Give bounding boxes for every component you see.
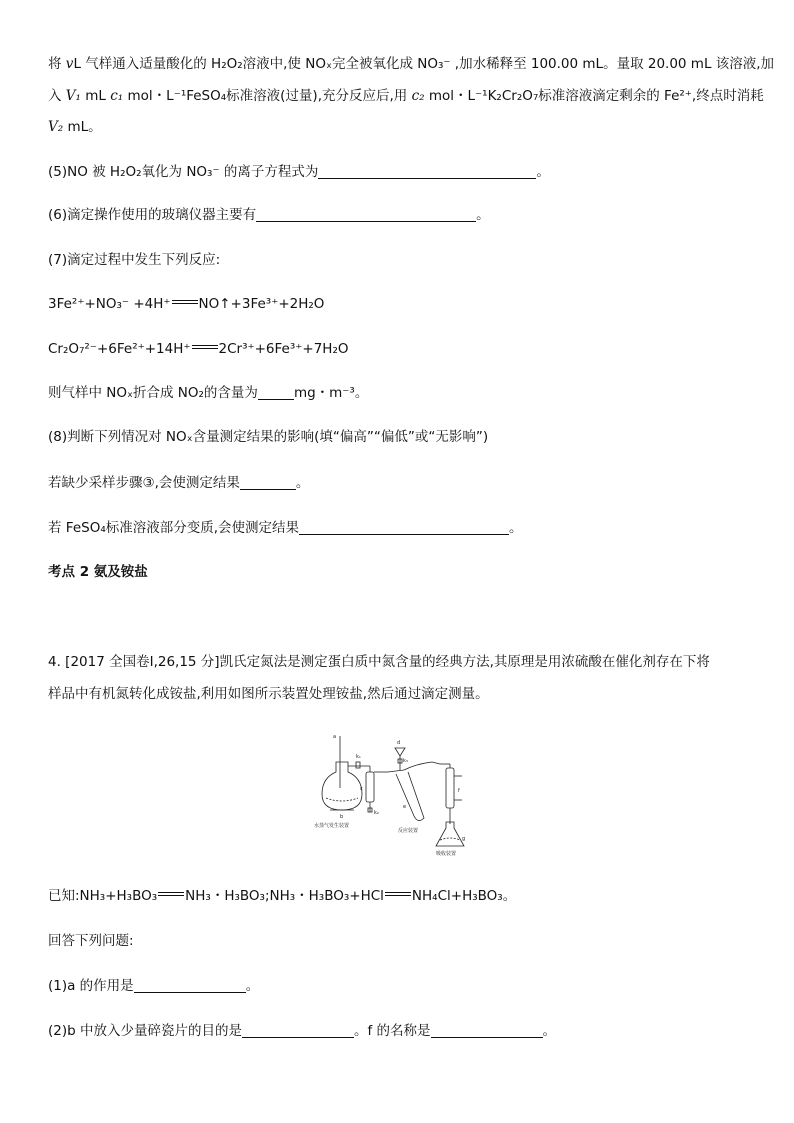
answer-intro: 回答下列问题: bbox=[48, 933, 134, 949]
question-6: (6)滴定操作使用的玻璃仪器主要有 。 bbox=[48, 207, 490, 223]
var-c1: c₁ bbox=[110, 88, 124, 104]
reaction-tube-e bbox=[388, 762, 440, 821]
label-k1: k₁ bbox=[356, 754, 361, 760]
answer-blank-8b[interactable] bbox=[299, 520, 509, 535]
question-7: (7)滴定过程中发生下列反应: bbox=[48, 252, 221, 268]
var-c2: c₂ bbox=[411, 88, 425, 104]
question-4-line-2: 样品中有机氮转化成铵盐,利用如图所示装置处理铵盐,然后通过滴定测量。 bbox=[48, 686, 489, 702]
answer-blank-6[interactable] bbox=[256, 207, 476, 222]
var-v: v bbox=[65, 56, 74, 72]
para-line-3: V₂ mL。 bbox=[48, 119, 102, 135]
var-v1: V₁ bbox=[65, 88, 81, 104]
section-title: 考点 2 氨及铵盐 bbox=[48, 564, 148, 580]
var-v2: V₂ bbox=[48, 119, 64, 135]
equation-1: 3Fe²⁺+NO₃⁻ +4H⁺ NO↑+3Fe³⁺+2H₂O bbox=[48, 296, 325, 312]
equals-sign bbox=[158, 892, 184, 896]
answer-blank-1[interactable] bbox=[134, 978, 246, 993]
label-c: c bbox=[360, 786, 363, 792]
para-line-2: 入 V₁ mL c₁ mol・L⁻¹FeSO₄标准溶液(过量),充分反应后,用 c₂ mol・L⁻¹K₂Cr₂O₇标准溶液滴定剩余的 Fe²⁺,终点时消耗 bbox=[48, 88, 764, 104]
caption-absorb: 吸收装置 bbox=[436, 851, 457, 857]
label-g: g bbox=[462, 836, 466, 842]
label-e: e bbox=[403, 804, 407, 810]
question-8a: 若缺少采样步骤③,会使测定结果 。 bbox=[48, 475, 310, 491]
absorption-flask-g bbox=[436, 822, 464, 846]
caption-reaction: 反应装置 bbox=[398, 828, 419, 834]
answer-blank-5[interactable] bbox=[318, 164, 536, 179]
question-5: (5)NO 被 H₂O₂氧化为 NO₃⁻ 的离子方程式为 。 bbox=[48, 164, 550, 180]
answer-blank-2a[interactable] bbox=[242, 1023, 354, 1038]
steam-generator bbox=[322, 736, 370, 810]
para-line-1: 将 vL 气样通入适量酸化的 H₂O₂溶液中,使 NOₓ完全被氧化成 NO₃⁻ ,加水稀释至 100.00 mL。量取 20.00 mL 该溶液,加 bbox=[48, 56, 775, 72]
condenser-f bbox=[440, 764, 462, 824]
apparatus-figure bbox=[312, 728, 482, 860]
label-d: d bbox=[397, 740, 401, 746]
answer-blank-8a[interactable] bbox=[240, 475, 296, 490]
answer-blank-7[interactable] bbox=[258, 385, 294, 400]
answer-blank-2b[interactable] bbox=[431, 1023, 543, 1038]
label-k2: k₂ bbox=[374, 810, 379, 816]
question-8: (8)判断下列情况对 NOₓ含量测定结果的影响(填“偏高”“偏低”或“无影响”) bbox=[48, 429, 489, 445]
label-f: f bbox=[458, 788, 460, 794]
question-1: (1)a 的作用是 。 bbox=[48, 978, 260, 994]
known-equations: 已知:NH₃+H₃BO₃ NH₃・H₃BO₃;NH₃・H₃BO₃+HCl NH₄Cl+H₃BO₃。 bbox=[48, 888, 517, 904]
question-2: (2)b 中放入少量碎瓷片的目的是 。f 的名称是 。 bbox=[48, 1023, 557, 1039]
question-4-line-1: 4. [2017 全国卷Ⅰ,26,15 分]凯氏定氮法是测定蛋白质中氮含量的经典方法,其原理是用浓硫酸在催化剂存在下将 bbox=[48, 654, 710, 670]
clamp-k1 bbox=[356, 762, 360, 768]
equals-sign bbox=[192, 345, 218, 349]
label-k3: k₃ bbox=[403, 758, 408, 764]
equation-2: Cr₂O₇²⁻+6Fe²⁺+14H⁺ 2Cr³⁺+6Fe³⁺+7H₂O bbox=[48, 341, 349, 357]
caption-steam: 水蒸气发生装置 bbox=[314, 823, 350, 829]
question-8b: 若 FeSO₄标准溶液部分变质,会使测定结果 。 bbox=[48, 520, 523, 536]
question-7-result: 则气样中 NOₓ折合成 NO₂的含量为 mg・m⁻³。 bbox=[48, 385, 369, 401]
label-a: a bbox=[333, 734, 337, 740]
equals-sign bbox=[172, 300, 198, 304]
equals-sign bbox=[385, 892, 411, 896]
tube-c bbox=[366, 766, 388, 812]
label-b: b bbox=[340, 814, 344, 820]
